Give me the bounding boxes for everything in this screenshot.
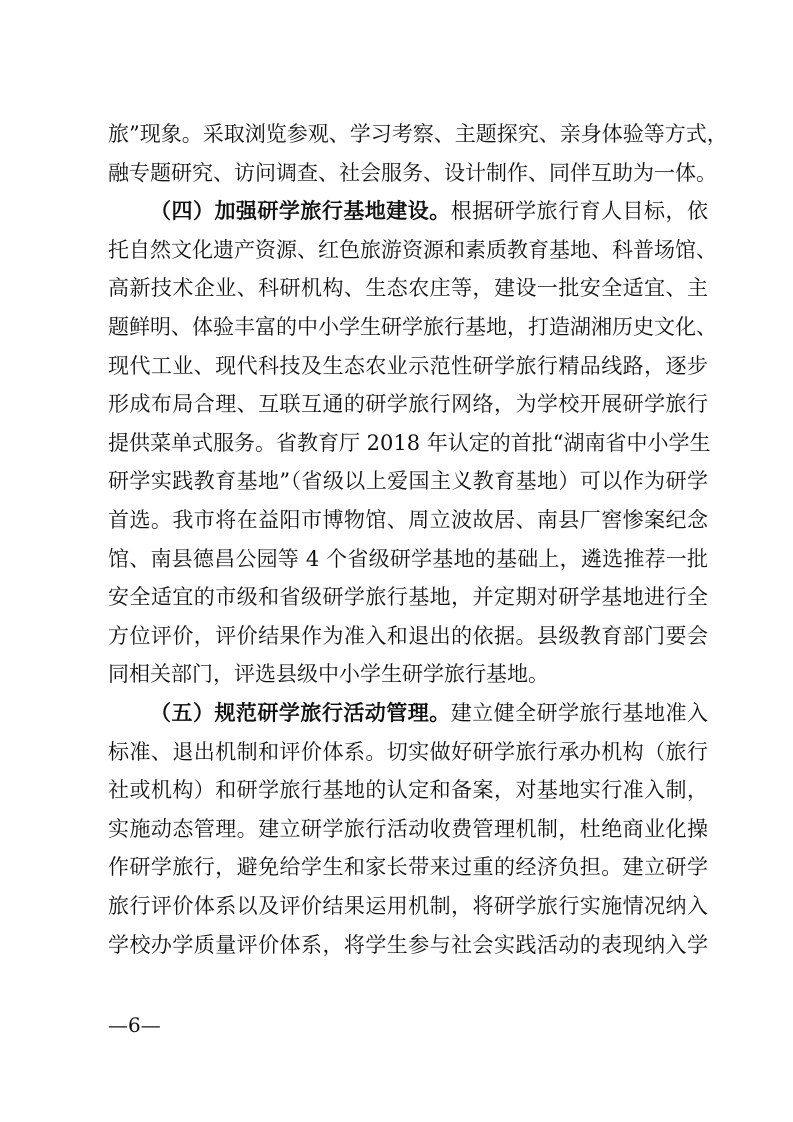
- section-heading: （五）规范研学旅行活动管理。: [150, 700, 451, 725]
- line-text: 建立健全研学旅行基地准入: [450, 701, 708, 725]
- line-text: 标准、退出机制和评价体系。切实做好研学旅行承办机构（旅行: [108, 739, 708, 764]
- text-line: [150, 697, 708, 729]
- text-line: [108, 311, 717, 343]
- text-line: [108, 813, 708, 845]
- section-heading: （四）加强研学旅行基地建设。: [150, 198, 451, 224]
- text-line: [108, 736, 708, 768]
- text-line: [108, 658, 708, 690]
- text-line: [108, 504, 708, 536]
- line-text: 现代工业、现代科技及生态农业示范性研学旅行精品线路，逐步: [108, 353, 708, 378]
- line-text: 馆、南县德昌公园等 4 个省级研学基地的基础上，遴选推荐一批: [108, 546, 708, 571]
- line-text: 旅行评价体系以及评价结果运用机制，将研学旅行实施情况纳入: [108, 894, 708, 918]
- line-text: 作研学旅行，避免给学生和家长带来过重的经济负担。建立研学: [108, 855, 708, 880]
- text-line: [108, 620, 708, 652]
- line-text: 社或机构）和研学旅行基地的认定和备案，对基地实行准入制，: [108, 778, 708, 803]
- line-text: 旅”现象。采取浏览参观、学习考察、主题探究、亲身体验等方式，: [108, 122, 728, 146]
- line-text: 同相关部门，评选县级中小学生研学旅行基地。: [108, 662, 549, 687]
- text-line: [108, 851, 708, 883]
- page-number: —6—: [108, 1013, 161, 1037]
- line-text: 根据研学旅行育人目标，依: [450, 199, 708, 224]
- line-text: 高新技术企业、科研机构、生态农庄等，建设一批安全适宜、主: [108, 276, 708, 301]
- line-text: 研学实践教育基地”（省级以上爱国主义教育基地）可以作为研学: [108, 469, 708, 494]
- line-text: 题鲜明、体验丰富的中小学生研学旅行基地，打造湖湘历史文化、: [108, 315, 717, 339]
- line-text: 学校办学质量评价体系，将学生参与社会实践活动的表现纳入学: [108, 932, 708, 957]
- text-line: [108, 427, 711, 459]
- text-line: [108, 388, 708, 420]
- line-text: 实施动态管理。建立研学旅行活动收费管理机制，杜绝商业化操: [108, 816, 708, 841]
- text-line: [108, 929, 708, 961]
- line-text: 形成布局合理、互联互通的研学旅行网络，为学校开展研学旅行: [108, 392, 708, 417]
- text-line: [108, 118, 728, 150]
- line-text: 融专题研究、访问调查、社会服务、设计制作、同伴互助为一体。: [108, 160, 717, 185]
- line-text: 提供菜单式服务。省教育厅 2018 年认定的首批“湖南省中小学生: [108, 430, 711, 455]
- line-text: 首选。我市将在益阳市博物馆、周立波故居、南县厂窖惨案纪念: [108, 508, 708, 532]
- line-text: 方位评价，评价结果作为准入和退出的依据。县级教育部门要会: [108, 623, 708, 648]
- line-text: 安全适宜的市级和省级研学旅行基地，并定期对研学基地进行全: [108, 585, 708, 610]
- text-line: [150, 195, 708, 227]
- text-line: [108, 581, 708, 613]
- text-line: [108, 774, 708, 806]
- text-line: [108, 543, 708, 575]
- text-line: [108, 465, 708, 497]
- text-line: [108, 890, 708, 922]
- line-text: 托自然文化遗产资源、红色旅游资源和素质教育基地、科普场馆、: [108, 237, 717, 262]
- text-line: [108, 272, 708, 304]
- text-line: [108, 157, 717, 189]
- text-line: [108, 350, 708, 382]
- text-line: [108, 234, 717, 266]
